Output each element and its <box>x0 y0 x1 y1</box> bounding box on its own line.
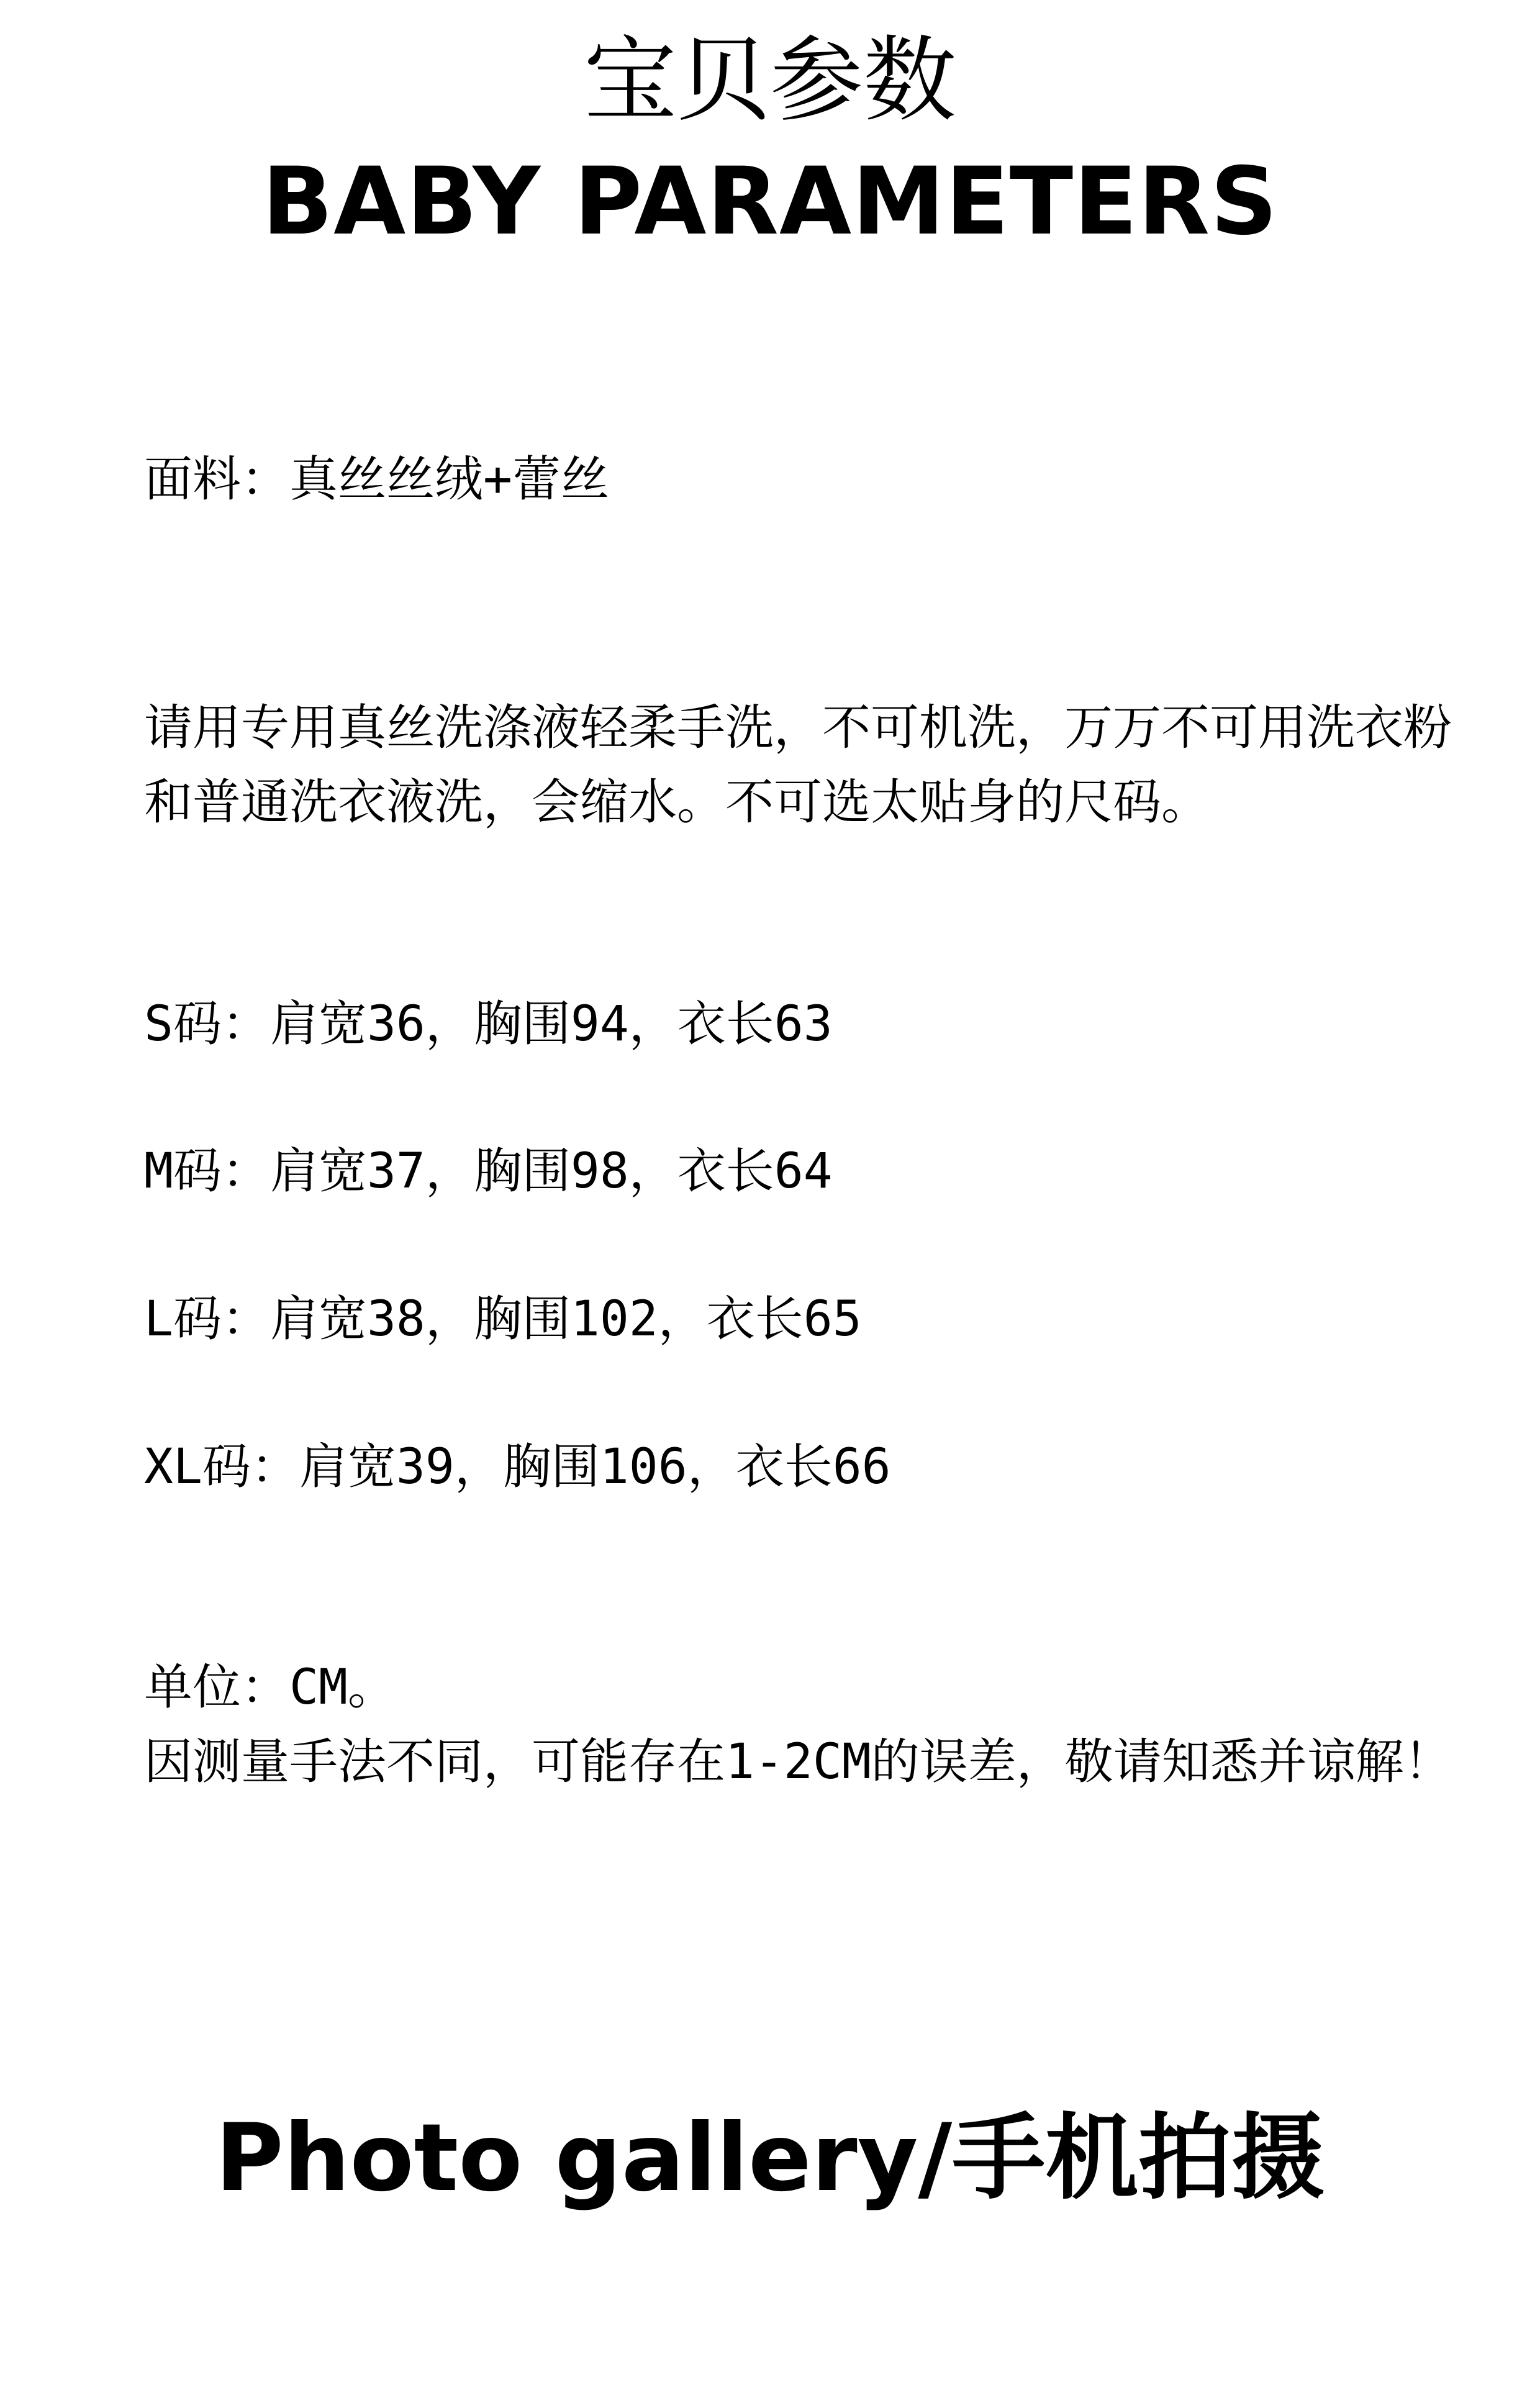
size-l-row: L码：肩宽38，胸围102，衣长65 <box>144 1291 862 1347</box>
unit-note: 单位：CM。 <box>144 1660 396 1715</box>
size-s-row: S码：肩宽36，胸围94，衣长63 <box>144 996 833 1052</box>
care-instructions-line-2: 和普通洗衣液洗，会缩水。不可选太贴身的尺码。 <box>144 775 1210 830</box>
fabric-info: 面料：真丝丝绒+蕾丝 <box>144 452 609 507</box>
page-title-cn: 宝贝参数 <box>583 27 956 135</box>
photo-gallery-heading: Photo gallery/手机拍摄 <box>215 2104 1325 2212</box>
size-xl-row: XL码：肩宽39，胸围106，衣长66 <box>144 1439 891 1495</box>
care-instructions-line-1: 请用专用真丝洗涤液轻柔手洗，不可机洗，万万不可用洗衣粉 <box>144 700 1452 756</box>
measurement-disclaimer: 因测量手法不同，可能存在1-2CM的误差，敬请知悉并谅解！ <box>144 1734 1452 1790</box>
page-title-en: BABY PARAMETERS <box>261 148 1279 256</box>
size-m-row: M码：肩宽37，胸围98，衣长64 <box>144 1143 833 1199</box>
